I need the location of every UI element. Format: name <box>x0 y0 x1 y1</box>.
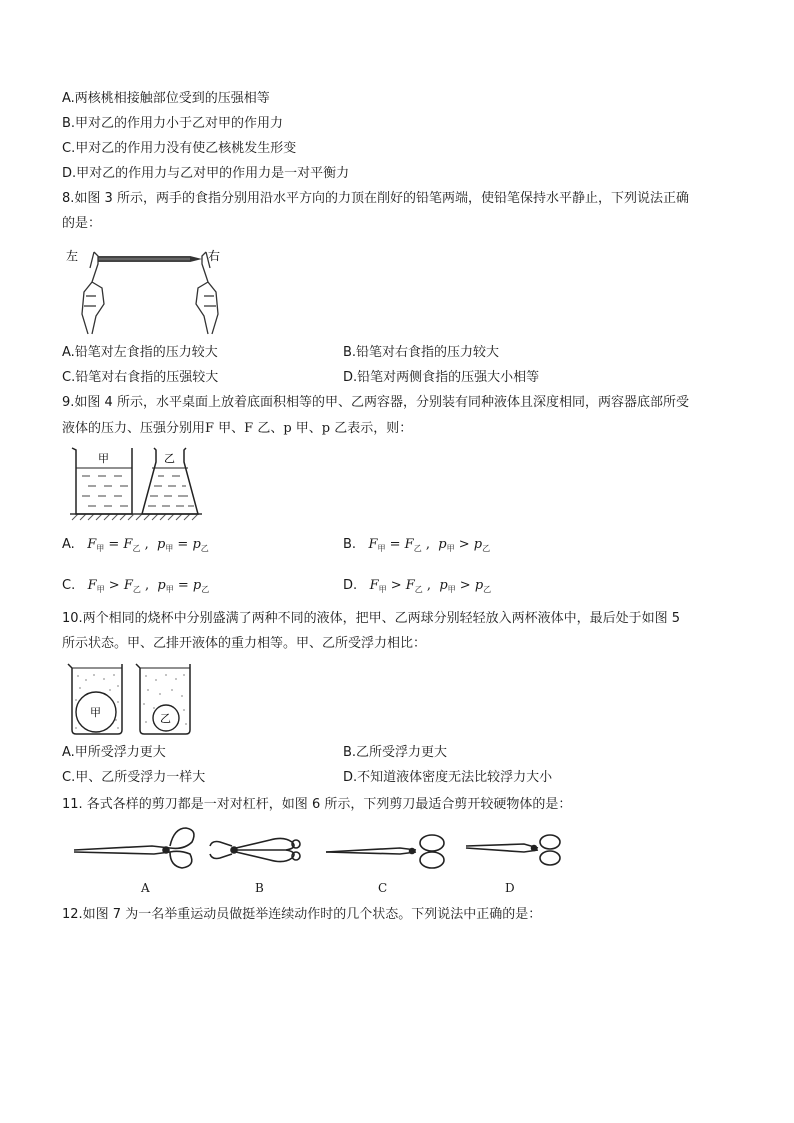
q8-option-a: A.铅笔对左食指的压力较大 <box>62 345 218 360</box>
figure-5-beakers-with-balls <box>64 660 204 738</box>
scissors-a-label: A <box>141 881 150 895</box>
q8-stem-line-1: 8.如图 3 所示，两手的食指分别用沿水平方向的力顶在削好的铅笔两端，使铅笔保持水平静止，下列说法正确 <box>62 191 689 206</box>
figure-4-label-yi: 乙 <box>164 452 175 465</box>
scissors-d-label: D <box>505 881 515 895</box>
q9-stem-suffix: 表示，则： <box>347 421 413 436</box>
q9-stem-prefix: 液体的压力、压强分别用 <box>62 421 206 436</box>
q9-stem-line-1: 9.如图 4 所示，水平桌面上放着底面积相等的甲、乙两容器，分别装有同种液体且深度相同，两容器底部所受 <box>62 395 689 410</box>
figure-3-right-label: 右 <box>208 249 221 263</box>
scissors-a-icon <box>74 828 194 868</box>
scissors-d-icon <box>466 835 560 865</box>
q8-option-d: D.铅笔对两侧食指的压强大小相等 <box>343 370 540 385</box>
q11-stem: 11. 各式各样的剪刀都是一对对杠杆，如图 6 所示，下列剪刀最适合剪开较硬物体的是： <box>62 797 572 812</box>
q10-option-c: C.甲、乙所受浮力一样大 <box>62 770 206 785</box>
figure-4-label-jia: 甲 <box>98 452 109 465</box>
q10-option-a: A.甲所受浮力更大 <box>62 745 166 760</box>
scissors-c-label: C <box>378 881 388 895</box>
figure-6-scissors <box>70 818 570 878</box>
figure-3-pencil-between-fingers <box>62 244 242 336</box>
q9-option-d: D. $F_甲 > F_乙$ , $p_甲 > p_乙$ <box>343 578 492 594</box>
scissors-b-label: B <box>255 881 264 895</box>
q7-option-a: A.两核桃相接触部位受到的压强相等 <box>62 91 270 106</box>
q10-option-d: D.不知道液体密度无法比较浮力大小 <box>343 770 553 785</box>
q10-option-b: B.乙所受浮力更大 <box>343 745 448 760</box>
figure-5-label-yi: 乙 <box>160 712 171 725</box>
q9-stem-symbols: F 甲、F 乙、p 甲、p 乙 <box>205 421 348 436</box>
scissors-b-icon <box>210 838 300 861</box>
q9-option-b: B. $F_甲 = F_乙$ , $p_甲 > p_乙$ <box>343 537 491 553</box>
q10-stem-line-2: 所示状态。甲、乙排开液体的重力相等。甲、乙所受浮力相比： <box>62 636 427 651</box>
figure-3-left-label: 左 <box>66 249 79 263</box>
q7-option-b: B.甲对乙的作用力小于乙对甲的作用力 <box>62 116 284 131</box>
q7-option-c: C.甲对乙的作用力没有使乙核桃发生形变 <box>62 141 297 156</box>
q8-stem-line-2: 的是： <box>62 216 102 231</box>
figure-5-label-jia: 甲 <box>90 706 101 719</box>
q9-option-c: C. $F_甲 > F_乙$ , $p_甲 = p_乙$ <box>62 578 210 594</box>
q8-option-c: C.铅笔对右食指的压强较大 <box>62 370 219 385</box>
q10-stem-line-1: 10.两个相同的烧杯中分别盛满了两种不同的液体，把甲、乙两球分别轻轻放入两杯液体中，最后处于如图 5 <box>62 611 681 626</box>
q12-stem: 12.如图 7 为一名举重运动员做挺举连续动作时的几个状态。下列说法中正确的是： <box>62 907 542 922</box>
scissors-c-icon <box>326 835 444 868</box>
figure-4-containers <box>66 444 206 522</box>
q8-option-b: B.铅笔对右食指的压力较大 <box>343 345 500 360</box>
q7-option-d: D.甲对乙的作用力与乙对甲的作用力是一对平衡力 <box>62 166 350 181</box>
q9-option-a: A. $F_甲 = F_乙$ , $p_甲 = p_乙$ <box>62 537 209 553</box>
q9-stem-line-2 <box>62 420 412 438</box>
